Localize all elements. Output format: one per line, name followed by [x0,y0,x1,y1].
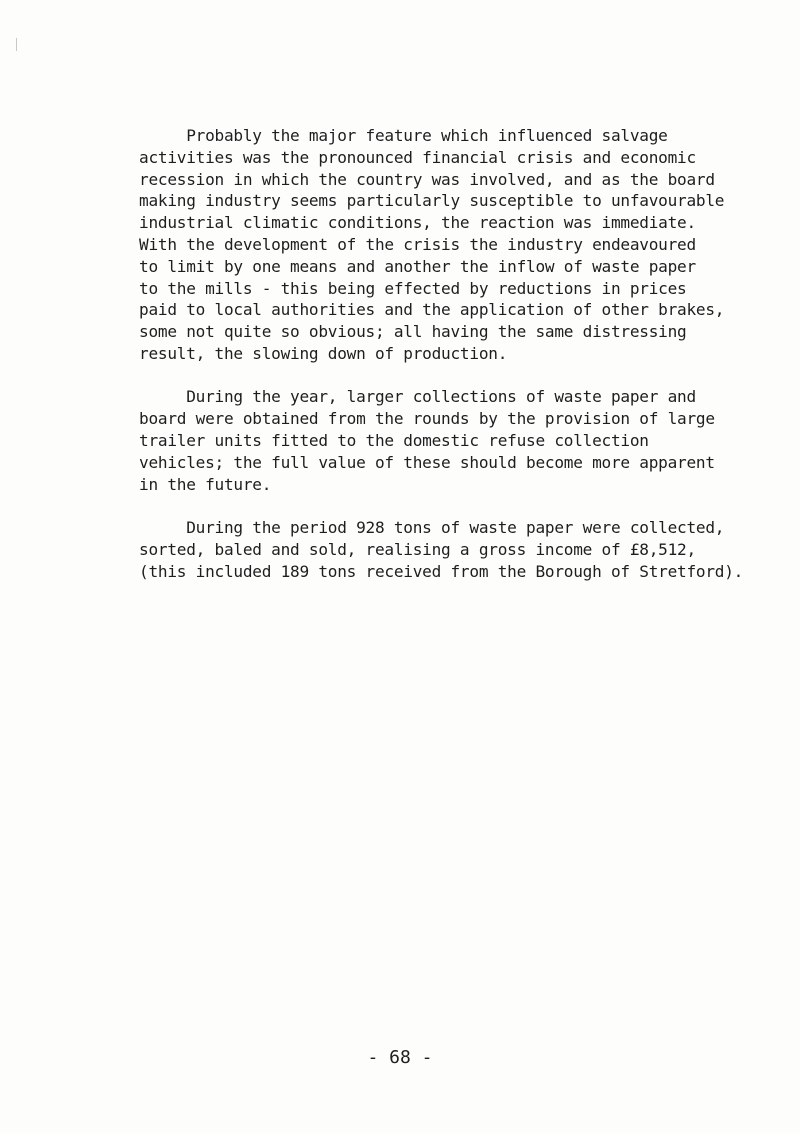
paragraph-3 [139,517,779,582]
text-line: activities was the pronounced financial crisis and economic [139,147,696,167]
text-line: With the development of the crisis the industry endeavoured [139,234,696,254]
paragraph-2 [139,386,779,495]
text-line: paid to local authorities and the application of other brakes, [139,300,725,320]
text-line: some not quite so obvious; all having the same distressing [139,322,687,342]
text-line: (this included 189 tons received from the Borough of Stretford). [139,561,744,581]
text-line: recession in which the country was involved, and as the board [139,169,715,189]
text-line: Probably the major feature which influenced salvage [139,126,668,145]
text-line: board were obtained from the rounds by the provision of large [139,409,715,429]
text-line: result, the slowing down of production. [139,343,508,363]
text-line: to the mills - this being effected by reductions in prices [139,278,687,298]
text-line: During the year, larger collections of waste paper and [139,387,696,407]
text-line: making industry seems particularly susceptible to unfavourable [139,191,725,211]
text-line: to limit by one means and another the inflow of waste paper [139,256,696,276]
paragraph-1 [139,125,779,365]
page-number: - 68 - [367,1047,433,1068]
text-line: in the future. [139,474,272,494]
text-line: industrial climatic conditions, the reaction was immediate. [139,213,696,233]
text-line: vehicles; the full value of these should become more apparent [139,452,715,472]
scan-margin-mark [16,38,17,51]
body-text [139,125,779,604]
text-line: trailer units fitted to the domestic refuse collection [139,430,649,450]
text-line: sorted, baled and sold, realising a gross income of £8,512, [139,539,696,559]
text-line: During the period 928 tons of waste paper were collected, [139,517,725,537]
